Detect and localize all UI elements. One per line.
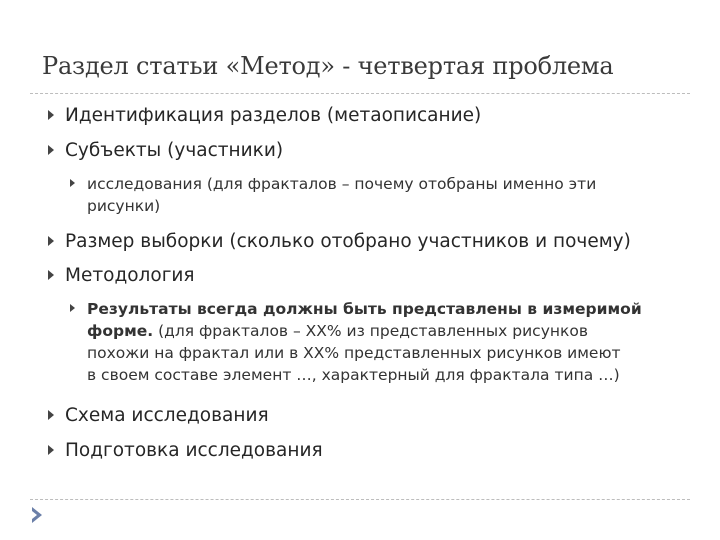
bullet-text: Субъекты (участники) (65, 140, 284, 161)
title-divider (30, 93, 690, 94)
sub-bullet-text (87, 176, 596, 219)
bullet-text: Методология (65, 265, 195, 286)
slide-title: Раздел статьи «Метод» - четвертая проблема (42, 52, 614, 80)
footer-divider (30, 499, 690, 500)
triangle-bullet-icon (48, 445, 54, 455)
bullet-item (48, 140, 283, 162)
bullet-item (48, 440, 323, 462)
triangle-bullet-icon (70, 179, 75, 187)
triangle-bullet-icon (70, 304, 75, 312)
bullet-text: Подготовка исследования (65, 440, 323, 461)
bullet-text: Идентификация разделов (метаописание) (65, 105, 482, 126)
triangle-bullet-icon (48, 236, 54, 246)
bold-emphasis: форме. (87, 322, 154, 340)
sub-bullet-text (87, 301, 642, 388)
sub-bullet-line: исследования (для фракталов – почему отобраны именно эти (87, 175, 597, 193)
triangle-bullet-icon (48, 410, 54, 420)
triangle-bullet-icon (48, 110, 54, 120)
triangle-bullet-icon (48, 145, 54, 155)
triangle-bullet-icon (48, 270, 54, 280)
sub-bullet-item (70, 301, 670, 388)
sub-bullet-fragment: (для фракталов – XX% из представленных рисунков (153, 322, 588, 340)
bold-emphasis: Результаты всегда должны быть представлены в измеримой (87, 300, 642, 318)
sub-bullet-item (70, 176, 670, 219)
bullet-item (48, 265, 195, 287)
bullet-text: Схема исследования (65, 405, 269, 426)
bullet-item (48, 231, 631, 253)
sub-bullet-line: похожи на фрактал или в XX% представленных рисунков имеют (87, 344, 621, 362)
sub-bullet-line: в своем составе элемент …, характерный для фрактала типа …) (87, 366, 620, 384)
bullet-text: Размер выборки (сколько отобрано участников и почему) (65, 231, 631, 252)
sub-bullet-line: рисунки) (87, 197, 161, 215)
play-arrow-icon[interactable] (30, 505, 44, 525)
bullet-item (48, 105, 481, 127)
bullet-item (48, 405, 269, 427)
